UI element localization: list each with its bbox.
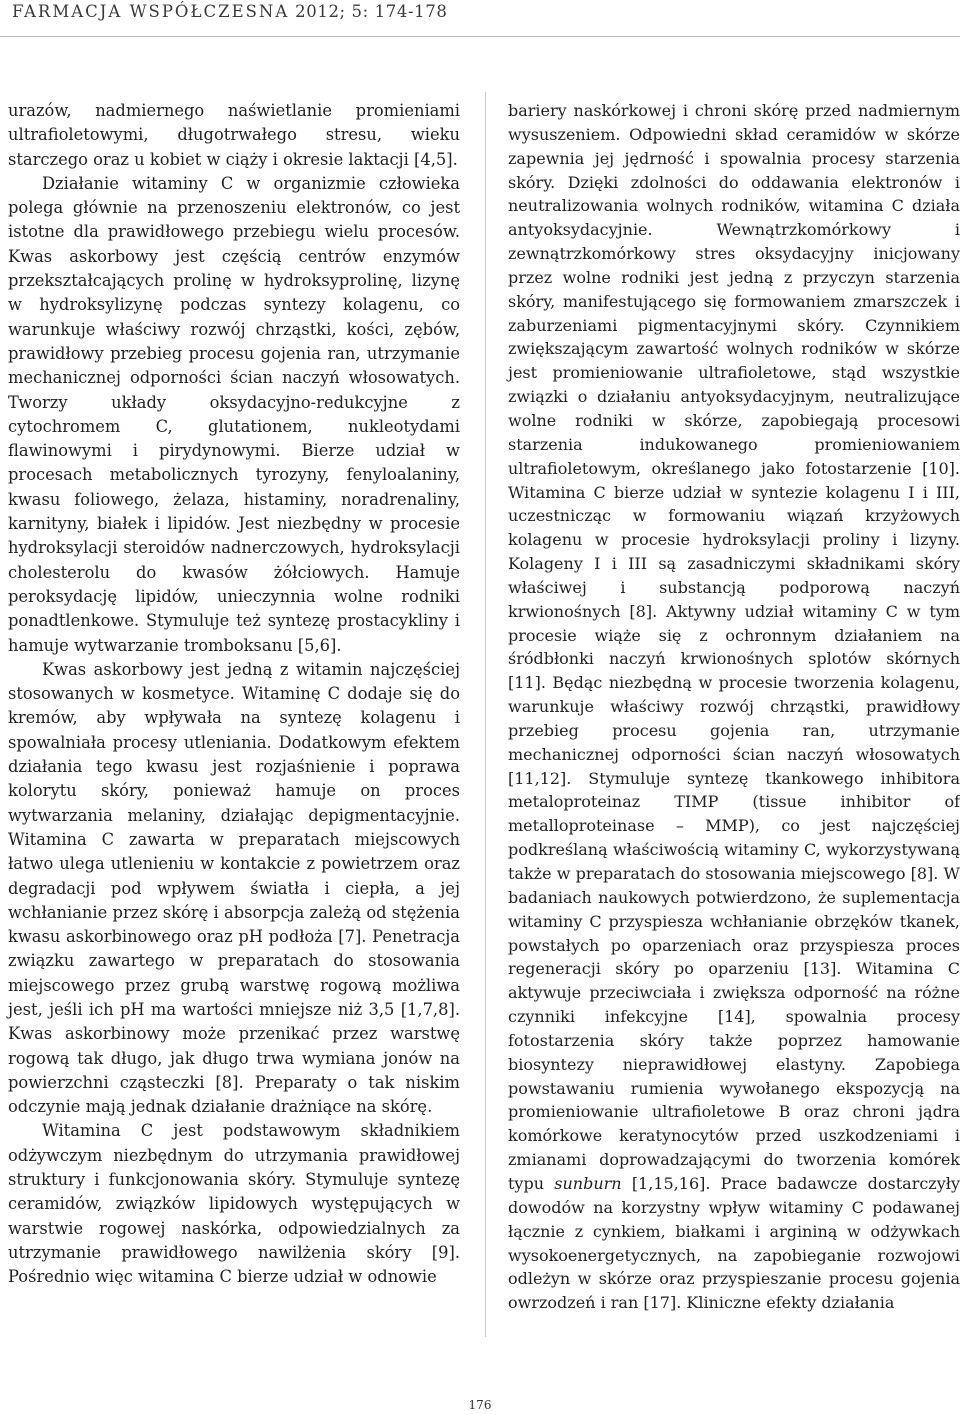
paragraph: Działanie witaminy C w organizmie człowieka polega głównie na przenoszeniu elektronów, co jest istotne dla prawidłowego przebiegu wielu procesów. Kwas askorbowy jest częścią centrów enzymów przekształcających prolinę w hydroksyprolinę, lizynę w hydroksylizynę podczas syntezy kolagenu, co warunkuje właściwy rozwój chrząstki, kości, zębów, prawidłowy przebieg procesu gojenia ran, utrzymanie mechanicznej odporności ścian naczyń włosowatych. Tworzy układy oksydacyjno-redukcyjne z cytochromem C, glutationem, nukleotydami flawinowymi i pirydynowymi. Bierze udział w procesach metabolicznych tyrozyny, fenyloalaniny, kwasu foliowego, żelaza, histaminy, noradrenaliny, karnityny, białek i lipidów. Jest niezbędny w procesie hydroksylacji steroidów nadnerczowych, hydroksylacji cholesterolu do kwasów żółciowych. Hamuje peroksydację lipidów, unieczynnia wolne rodniki ponadtlenkowe. Stymuluje też syntezę prostacykliny i hamuje wytwarzanie tromboksanu [5,6].: [8, 173, 460, 655]
journal-citation: 2012; 5: 174-178: [295, 2, 448, 21]
paragraph: Kwas askorbowy jest jedną z witamin najczęściej stosowanych w kosmetyce. Witaminę C dodaje się do kremów, aby wpływała na syntezę kolagenu i spowalniała procesy utleniania. Dodatkowym efektem działania tego kwasu jest rozjaśnienie i poprawa kolorytu skóry, ponieważ hamuje on proces wytwarzania melaniny, działając depigmentacyjnie. Witamina C zawarta w preparatach miejscowych łatwo ulega utlenieniu w kontakcie z powietrzem oraz degradacji pod wpływem światła i ciepła, a jej wchłanianie przez skórę i absorpcja zależą od stężenia kwasu askorbinowego oraz pH podłoża [7]. Penetracja związku zawartego w preparatach do stosowania miejscowego przez grubą warstwę rogową możliwa jest, jeśli ich pH ma wartości mniejsze niż 3,5 [1,7,8]. Kwas askorbinowy może przenikać przez warstwę rogową tak długo, jak długo trwa wymiana jonów na powierzchni cząsteczki [8]. Preparaty o tak niskim odczynie mają jednak działanie drażniące na skórę.: [8, 659, 460, 1117]
page-number: 176: [468, 1398, 492, 1412]
right-column: [508, 99, 960, 1315]
column-divider: [485, 92, 486, 1337]
paragraph-text: bariery naskórkowej i chroni skórę przed nadmiernym wysuszeniem. Odpowiedni skład ceramidów w skórze zapewnia jej jędrność i spowalnia procesy starzenia skóry. Dzięki zdolności do oddawania elektronów i neutralizowania wolnych rodników, witamina C działa antyoksydacyjnie. Wewnątrzkomórkowy i zewnątrzkomórkowy stres oksydacyjny inicjowany przez wolne rodniki jest jedną z przyczyn starzenia skóry, manifestującego się formowaniem zmarszczek i zaburzeniami pigmentacyjnymi skóry. Czynnikiem zwiększającym zawartość wolnych rodników w skórze jest promieniowanie ultrafioletowe, stąd wszystkie związki o działaniu antyoksydacyjnym, neutralizujące wolne rodniki w skórze, zapobiegają procesowi starzenia indukowanego promieniowaniem ultrafioletowym, określanego jako fotostarzenie [10]. Witamina C bierze udział w syntezie kolagenu I i III, uczestnicząc w formowaniu wiązań krzyżowych kolagenu w procesie hydroksylacji proliny i lizyny. Kolageny I i III są zasadniczymi składnikami skóry właściwej i substancją podporową naczyń krwionośnych [8]. Aktywny udział witaminy C w tym procesie wiąże się z ochronnym działaniem na śródbłonki naczyń krwionośnych splotów skórnych [11]. Będąc niezbędną w procesie tworzenia kolagenu, warunkuje właściwy rozwój chrząstki, prawidłowy przebieg procesu gojenia ran, utrzymanie mechanicznej odporności ścian naczyń włosowatych [11,12]. Stymuluje syntezę tkankowego inhibitora metaloproteinaz TIMP (tissue inhibitor of metalloproteinase – MMP), co jest najczęściej podkreślaną właściwością witaminy C, wykorzystywaną także w preparatach do stosowania miejscowego [8]. W badaniach naukowych potwierdzono, że suplementacja witaminy C przyspiesza wchłanianie obrzęków tkanek, powstałych po oparzeniach oraz przyspiesza proces regeneracji skóry po oparzeniu [13]. Witamina C aktywuje przeciwciała i zwiększa odporność na różne czynniki infekcyjne [14], spowalnia procesy fotostarzenia skóry także poprzez hamowanie biosyntezy nieprawidłowej elastyny. Zapobiega powstawaniu rumienia wywołanego ekspozycją na promieniowanie ultrafioletowe B oraz chroni jądra komórkowe keratynocytów przed uszkodzeniami i zmianami doprowadzającymi do tworzenia komórek typu: [508, 101, 960, 1193]
paragraph-text: [1,15,16]. Prace badawcze dostarczyły dowodów na korzystny wpływ witaminy C podawanej łącznie z cynkiem, białkami i argininą w odżywkach wysokoenergetycznych, na zapobieganie rozwojowi odleżyn w skórze oraz przyspieszanie procesu gojenia owrzodzeń i ran [17]. Kliniczne efekty działania: [508, 1173, 960, 1313]
running-header: [12, 2, 447, 21]
journal-name: FARMACJA WSPÓŁCZESNA: [12, 2, 290, 21]
paragraph: [508, 99, 960, 1315]
header-rule: [0, 36, 960, 37]
paragraph: Witamina C jest podstawowym składnikiem odżywczym niezbędnym do utrzymania prawidłowej struktury i funkcjonowania skóry. Stymuluje syntezę ceramidów, związków lipidowych występujących w warstwie rogowej naskórka, odpowiedzialnych za utrzymanie prawidłowego nawilżenia skóry [9]. Pośrednio więc witamina C bierze udział w odnowie: [8, 1121, 460, 1287]
left-column: [8, 99, 460, 1290]
paragraph: urazów, nadmiernego naświetlanie promieniami ultrafioletowymi, długotrwałego stresu, wieku starczego oraz u kobiet w ciąży i okresie laktacji [4,5].: [8, 101, 460, 169]
italic-term: sunburn: [554, 1173, 622, 1193]
